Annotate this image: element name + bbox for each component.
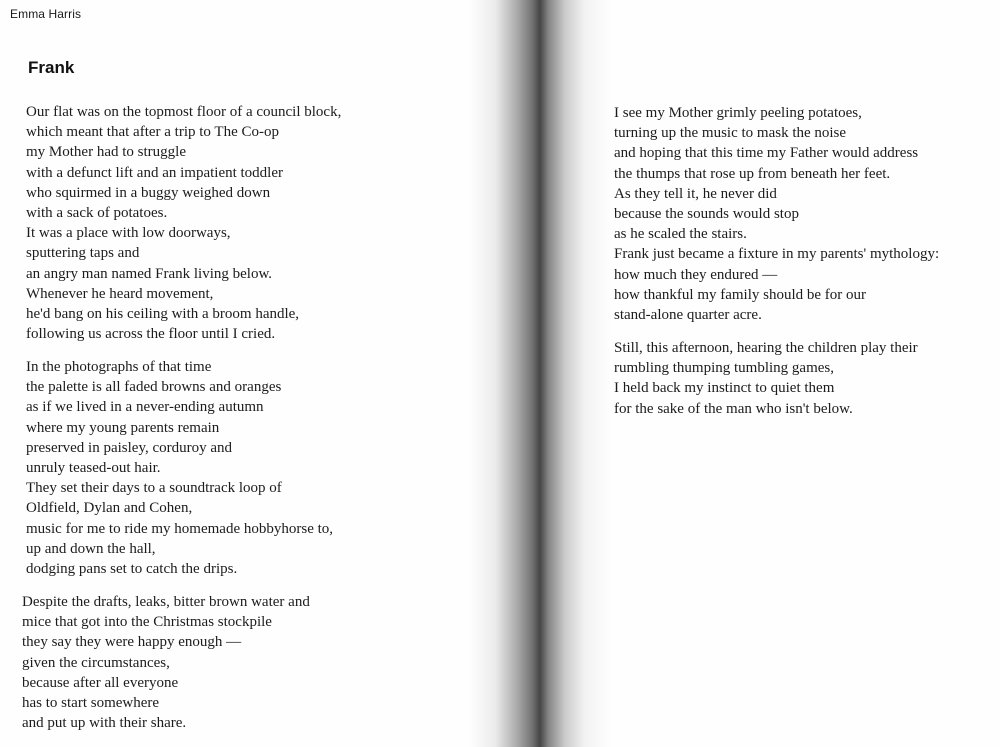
poem-line: It was a place with low doorways, bbox=[26, 225, 231, 242]
poem-line: and hoping that this time my Father would address bbox=[614, 145, 919, 162]
poem-line: rumbling thumping tumbling games, bbox=[614, 360, 834, 377]
poem-line: Despite the drafts, leaks, bitter brown water and bbox=[22, 594, 310, 610]
stanza-left-1 bbox=[26, 102, 341, 344]
poem-title: Frank bbox=[28, 58, 75, 77]
stanza-right-1 bbox=[614, 103, 939, 325]
poem-line: In the photographs of that time bbox=[26, 359, 212, 375]
poem-line: I see my Mother grimly peeling potatoes, bbox=[614, 105, 862, 121]
stanza-left-3 bbox=[22, 592, 310, 733]
poem-line: with a defunct lift and an impatient toddler bbox=[26, 164, 284, 181]
poem-line: stand-alone quarter acre. bbox=[614, 307, 762, 324]
stanza-left-2 bbox=[26, 357, 333, 579]
stanza-right-2 bbox=[614, 338, 918, 419]
poem-line: with a sack of potatoes. bbox=[26, 205, 168, 222]
poem-line: an angry man named Frank living below. bbox=[26, 265, 273, 282]
poem-line: up and down the hall, bbox=[26, 540, 156, 557]
poem-line: As they tell it, he never did bbox=[614, 185, 777, 202]
poem-line: as if we lived in a never-ending autumn bbox=[26, 399, 264, 416]
poem-line: unruly teased-out hair. bbox=[26, 460, 161, 477]
poem-line: sputtering taps and bbox=[26, 245, 140, 262]
poem-line: following us across the floor until I cried. bbox=[26, 326, 276, 343]
poem-line: the thumps that rose up from beneath her feet. bbox=[614, 165, 891, 182]
poem-line: Still, this afternoon, hearing the children play their bbox=[614, 340, 918, 356]
poem-line: Oldfield, Dylan and Cohen, bbox=[26, 500, 193, 517]
poem-line: mice that got into the Christmas stockpile bbox=[22, 614, 272, 631]
poem-line: preserved in paisley, corduroy and bbox=[26, 439, 233, 456]
poem-line: the palette is all faded browns and oranges bbox=[26, 379, 282, 396]
poem-line: because after all everyone bbox=[22, 674, 179, 691]
poem-line: he'd bang on his ceiling with a broom handle, bbox=[26, 306, 300, 323]
poem-line: and put up with their share. bbox=[22, 715, 187, 732]
poem-line: given the circumstances, bbox=[22, 654, 170, 671]
poem-line: which meant that after a trip to The Co-op bbox=[26, 124, 279, 141]
poem-line: They set their days to a soundtrack loop of bbox=[26, 480, 282, 497]
poem-line: dodging pans set to catch the drips. bbox=[26, 561, 238, 578]
poem-line: how thankful my family should be for our bbox=[614, 286, 867, 303]
poem-line: who squirmed in a buggy weighed down bbox=[26, 184, 271, 201]
poem-line: my Mother had to struggle bbox=[26, 144, 186, 161]
poem-line: has to start somewhere bbox=[22, 695, 160, 712]
poem-line: Frank just became a fixture in my parents' mythology: bbox=[614, 246, 940, 263]
poem-line: I held back my instinct to quiet them bbox=[614, 380, 835, 397]
poem-line: turning up the music to mask the noise bbox=[614, 125, 847, 142]
poem-line: Whenever he heard movement, bbox=[26, 285, 214, 302]
poem-line: Our flat was on the topmost floor of a council block, bbox=[26, 104, 342, 120]
book-gutter-shadow bbox=[470, 0, 610, 747]
poem-line: where my young parents remain bbox=[26, 419, 220, 436]
poem-line: music for me to ride my homemade hobbyhorse to, bbox=[26, 520, 334, 537]
running-header-author: Emma Harris bbox=[10, 7, 82, 21]
poem-line: as he scaled the stairs. bbox=[614, 226, 747, 243]
poem-line: because the sounds would stop bbox=[614, 206, 799, 223]
poem-line: they say they were happy enough — bbox=[22, 634, 242, 651]
poem-line: for the sake of the man who isn't below. bbox=[614, 400, 853, 417]
poem-line: how much they endured — bbox=[614, 266, 778, 283]
